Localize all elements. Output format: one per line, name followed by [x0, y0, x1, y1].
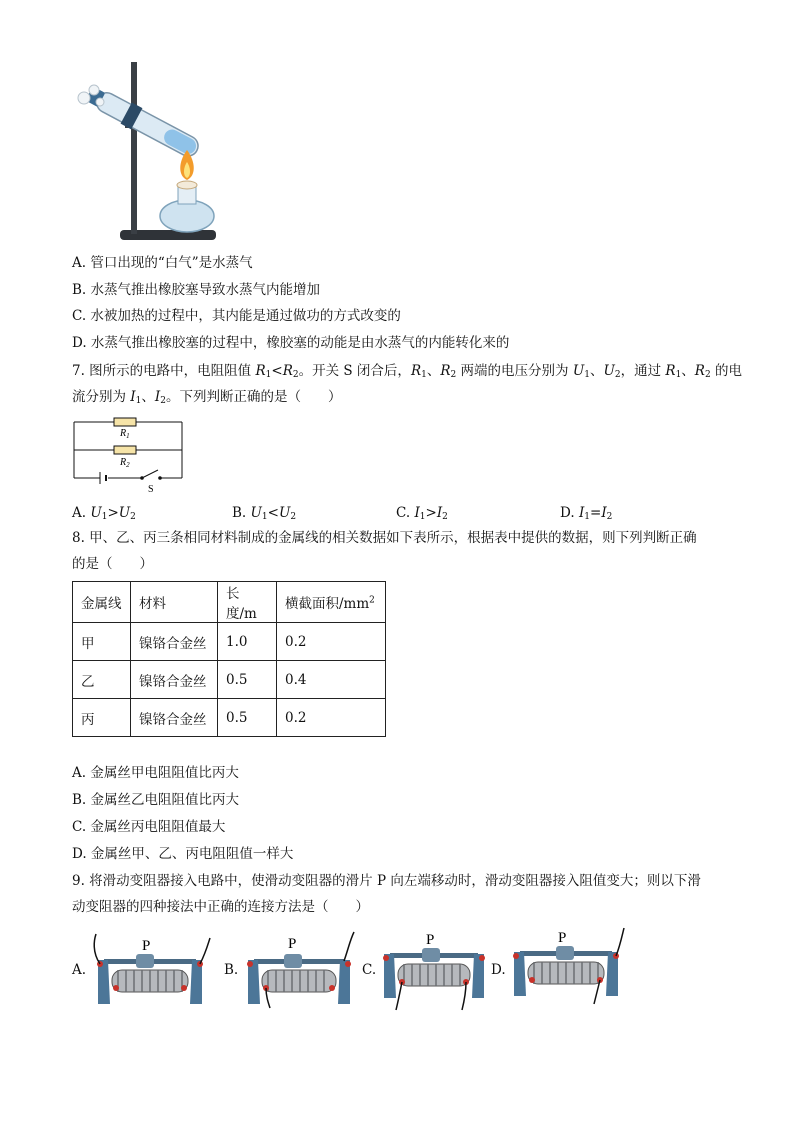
- switch-label: S: [148, 484, 154, 495]
- table-header-cell: 材料: [131, 582, 218, 623]
- slider-p-label: P: [558, 930, 567, 946]
- q7-circuit-diagram: [72, 416, 186, 496]
- table-header-cell: 长度/m: [218, 582, 277, 623]
- q6-option-b: B. 水蒸气推出橡胶塞导致水蒸气内能增加: [72, 282, 321, 298]
- q8-stem-line1: 8. 甲、乙、丙三条相同材料制成的金属线的相关数据如下表所示，根据表中提供的数据，则下列判断正确: [72, 530, 697, 546]
- q7-option-b: B. $U_1<U_2$: [232, 505, 297, 522]
- table-cell: 镍铬合金丝: [131, 623, 218, 661]
- q7-option-a: A. $U_1>U_2$: [72, 505, 136, 522]
- q9-stem-line2: 动变阻器的四种接法中正确的连接方法是（ ）: [72, 899, 369, 915]
- resistor-r1: [114, 418, 136, 426]
- table-cell: 0.2: [277, 623, 386, 661]
- table-header-cell: 金属线: [73, 582, 131, 623]
- q9-label-d: D.: [491, 962, 506, 978]
- table-cell: 0.5: [218, 661, 277, 699]
- q9-label-c: C.: [362, 962, 377, 978]
- wire-data-table: [72, 581, 386, 737]
- q9-stem-line1: 9. 将滑动变阻器接入电路中，使滑动变阻器的滑片 P 向左端移动时，滑动变阻器接入阻值变大；则以下滑: [72, 873, 701, 889]
- q6-option-a: A. 管口出现的“白气”是水蒸气: [72, 255, 253, 271]
- q7-option-c: C. $I_1>I_2$: [396, 505, 448, 522]
- table-row: [73, 699, 386, 737]
- table-cell: 0.2: [277, 699, 386, 737]
- table-cell: 镍铬合金丝: [131, 699, 218, 737]
- q7-stem-line2: 流分别为 $I_1$、$I_2$。下列判断正确的是（ ）: [72, 389, 342, 406]
- table-row: [73, 623, 386, 661]
- rheostat-d: [508, 926, 632, 1006]
- table-header-cell: 横截面积$/mm^2$: [277, 582, 386, 623]
- rheostat-b: [240, 930, 358, 1010]
- test-tube-heating-figure: [70, 58, 230, 246]
- table-cell: 镍铬合金丝: [131, 661, 218, 699]
- resistor-r2: [114, 446, 136, 454]
- q6-option-d: D. 水蒸气推出橡胶塞的过程中，橡胶塞的动能是由水蒸气的内能转化来的: [72, 335, 510, 351]
- table-header-row: [73, 582, 386, 623]
- q8-option-c: C. 金属丝丙电阻阻值最大: [72, 819, 226, 835]
- q6-option-c: C. 水被加热的过程中，其内能是通过做功的方式改变的: [72, 308, 401, 324]
- q8-option-d: D. 金属丝甲、乙、丙电阻阻值一样大: [72, 846, 294, 862]
- q8-option-b: B. 金属丝乙电阻阻值比丙大: [72, 792, 240, 808]
- table-row: [73, 661, 386, 699]
- table-cell: 1.0: [218, 623, 277, 661]
- rheostat-c: [378, 928, 488, 1012]
- r1-label: $R_1$: [120, 428, 130, 440]
- q7-stem-line1: 7. 图所示的电路中，电阻阻值 $R_1<R_2$。开关 S 闭合后，$R_1$、$R_2$ 两端的电压分别为 $U_1$、$U_2$，通过 $R_1$、$R_2$ 的电: [72, 363, 742, 380]
- q8-option-a: A. 金属丝甲电阻阻值比丙大: [72, 765, 239, 781]
- table-cell: 0.4: [277, 661, 386, 699]
- table-cell: 乙: [73, 661, 131, 699]
- slider-p-label: P: [142, 938, 151, 954]
- q9-label-b: B.: [224, 962, 239, 978]
- table-cell: 丙: [73, 699, 131, 737]
- r2-label: $R_2$: [120, 457, 130, 469]
- table-cell: 0.5: [218, 699, 277, 737]
- slider-p-label: P: [288, 936, 297, 952]
- q7-option-d: D. $I_1=I_2$: [560, 505, 613, 522]
- q8-stem-line2: 的是（ ）: [72, 556, 153, 572]
- slider-p-label: P: [426, 932, 435, 948]
- rheostat-a: [86, 932, 214, 1010]
- q9-label-a: A.: [72, 962, 87, 978]
- table-cell: 甲: [73, 623, 131, 661]
